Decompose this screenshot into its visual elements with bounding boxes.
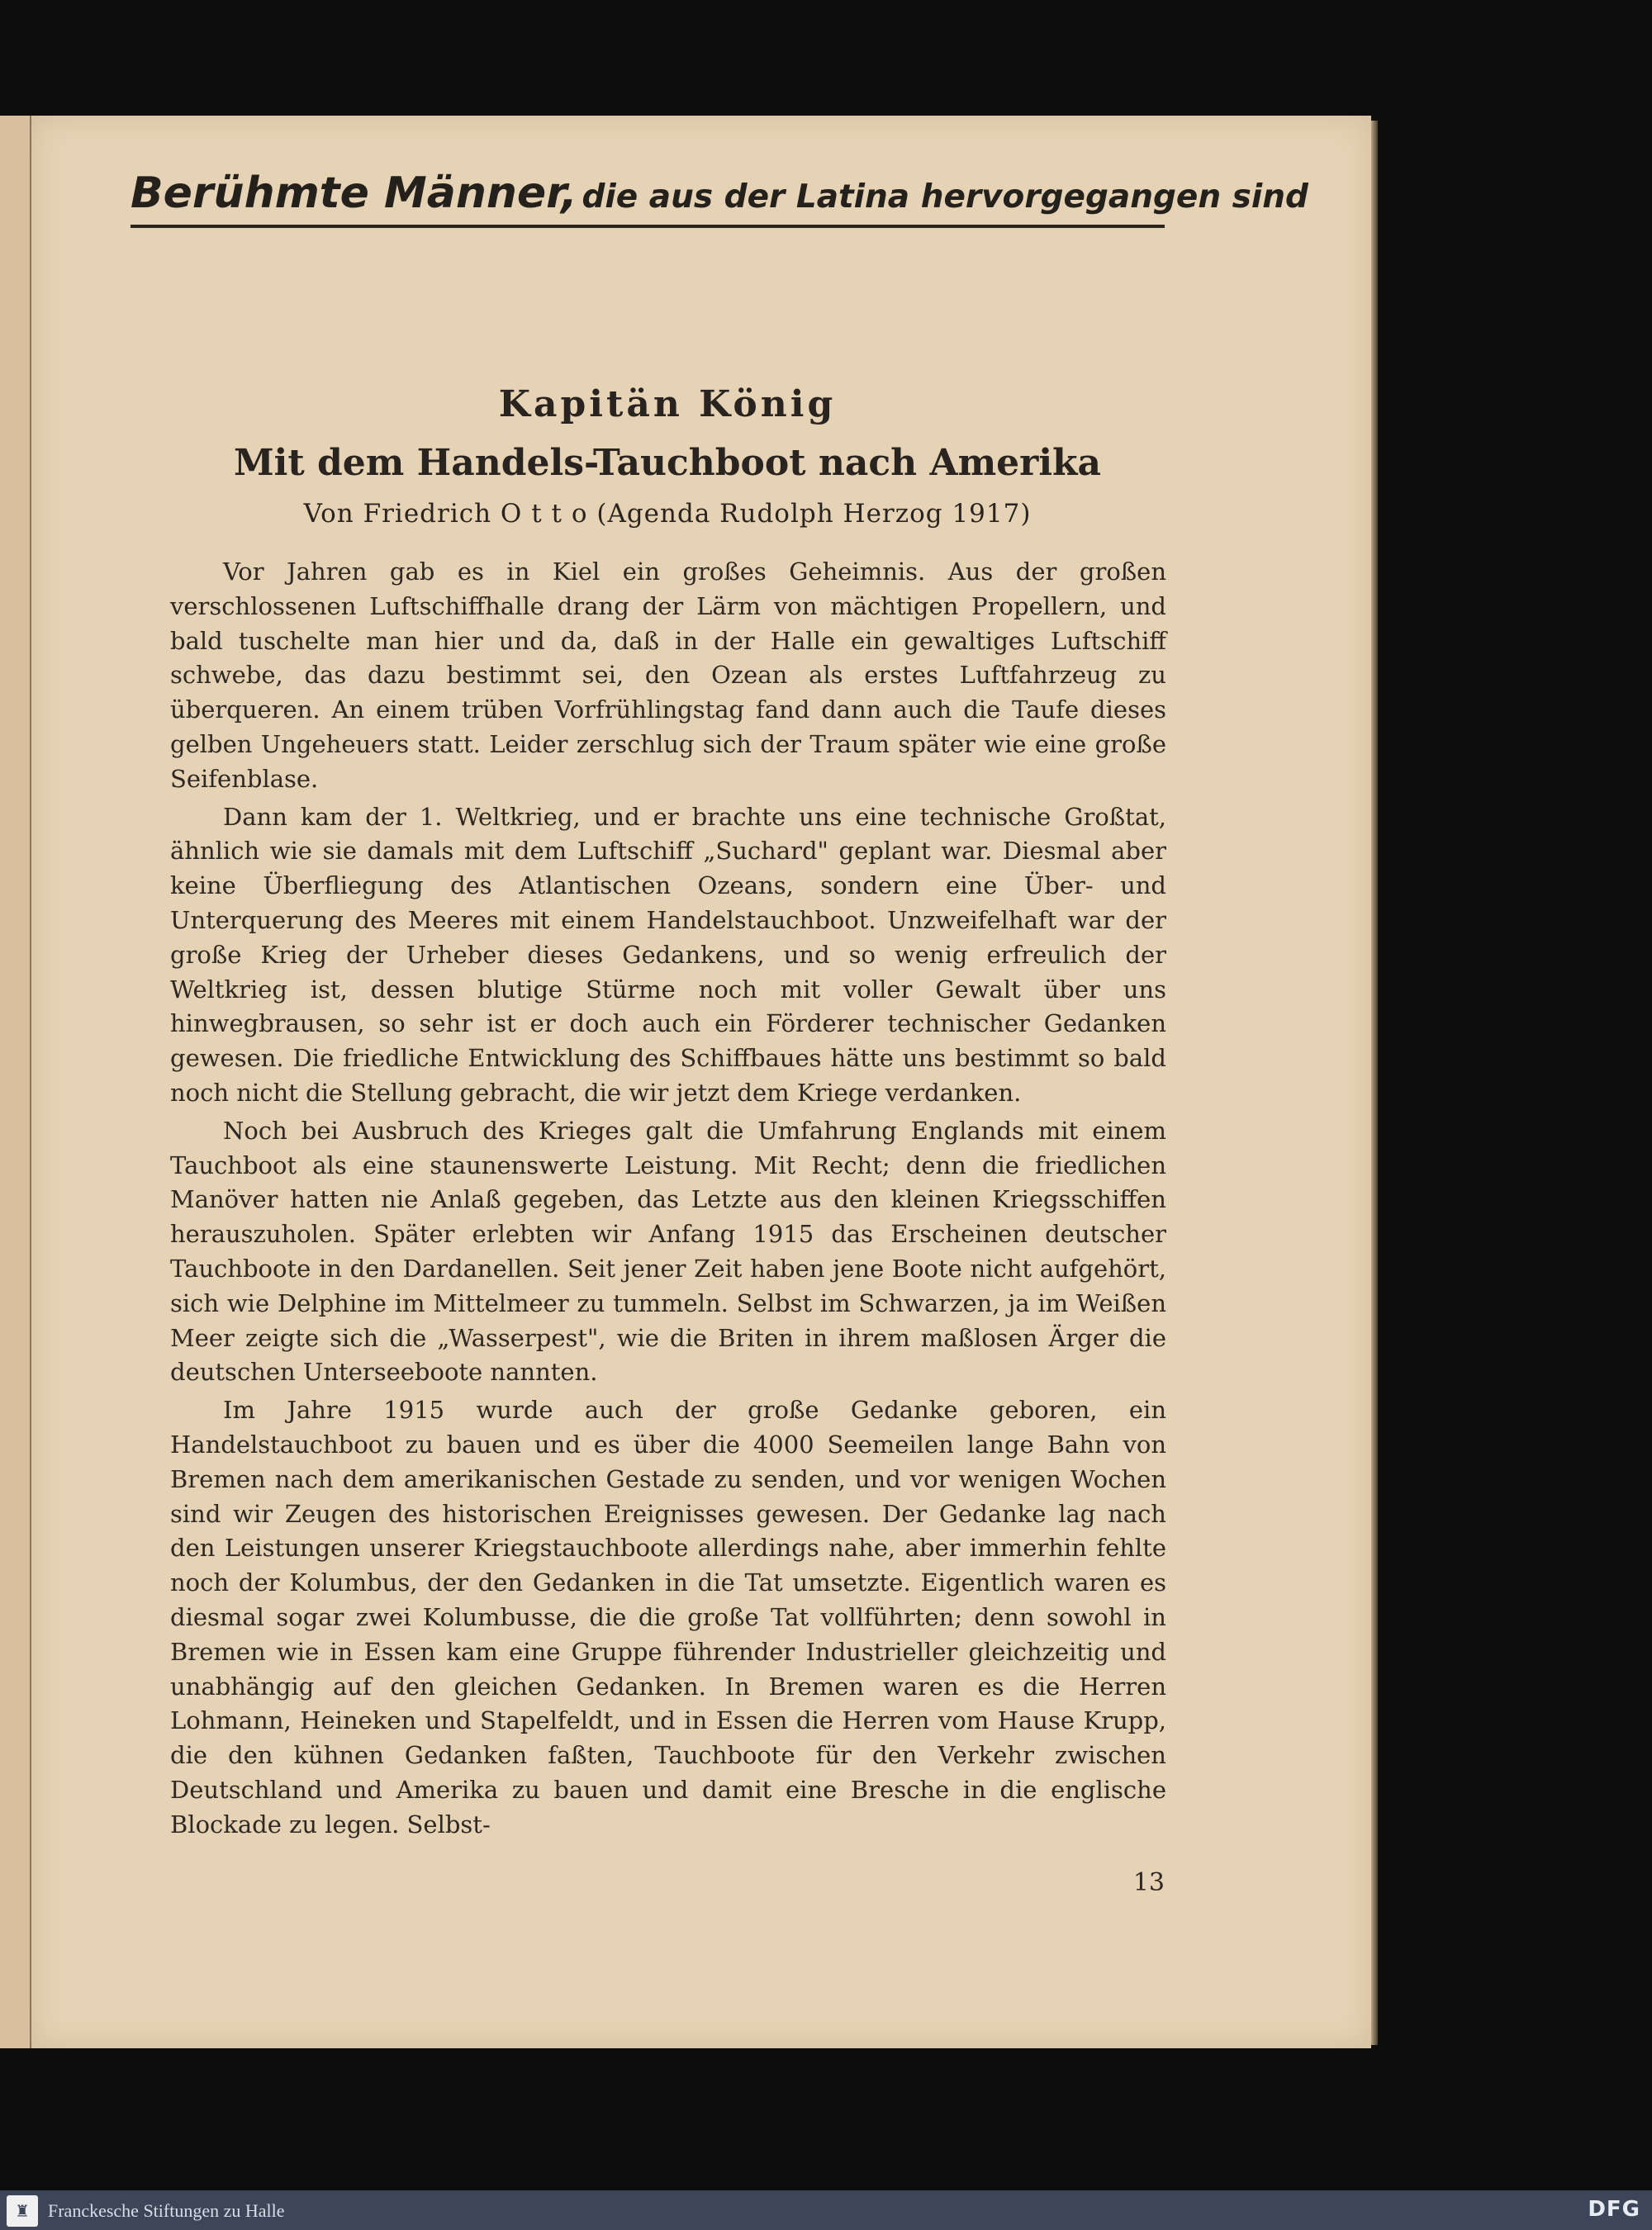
footer-institution-label[interactable]: Franckesche Stiftungen zu Halle [48,2200,285,2221]
paragraph: Noch bei Ausbruch des Krieges galt die Umfahrung Englands mit einem Tauchboot als eine staunenswerte Leistung. Mit Recht; denn die friedlichen Manöver hatten nie Anlaß gegeben, das Letzte aus den kleinen Kriegsschiffen herauszuholen. Später erlebten wir Anfang 1915 das Erscheinen deutscher Tauchboote in den Dardanellen. Seit jener Zeit haben jene Boote nicht aufgehört, sich wie Delphine im Mittelmeer zu tummeln. Selbst im Schwarzen, ja im Weißen Meer zeigte sich die „Wasserpest", wie die Briten in ihrem maßlosen Ärger die deutschen Unterseeboote nannten. [170,1116,1166,1387]
header-main: Berühmte Männer, [131,168,577,218]
article-subtitle: Mit dem Handels-Tauchboot nach Amerika [233,442,1102,484]
header-sub: die aus der Latina hervorgegangen sind [582,178,1308,216]
dfg-logo[interactable]: DFG [1588,2197,1640,2222]
series-header [131,159,1308,228]
left-page-edge [0,116,32,2048]
page-edge-shadow [1371,121,1378,2045]
page-number: 13 [1132,1868,1165,1897]
paragraph: Vor Jahren gab es in Kiel ein großes Geheimnis. Aus der großen verschlossenen Luftschiffhalle drang der Lärm von mächtigen Propellern, und bald tuschelte man hier und da, daß in der Halle ein gewaltiges Luftschiff schwebe, das dazu bestimmt sei, den Ozean als erstes Luftfahrzeug zu überqueren. An einem trüben Vorfrühlingstag fand dann auch die Taufe dieses gelben Ungeheuers statt. Leider zerschlug sich der Traum später wie eine große Seifenblase. [170,558,1166,793]
paragraph: Dann kam der 1. Weltkrieg, und er brachte uns eine technische Großtat, ähnlich wie sie damals mit dem Luftschiff „Suchard" geplant war. Diesmal aber keine Überfliegung des Atlantischen Ozeans, sondern eine Über- und Unterquerung des Meeres mit einem Handelstauchboot. Unzweifelhaft war der große Krieg der Urheber dieses Gedankens, und so wenig erfreulich der Weltkrieg ist, dessen blutige Stürme noch mit voller Gewalt über uns hinwegbrausen, so sehr ist er doch auch ein Förderer technischer Gedanken gewesen. Die friedliche Entwicklung des Schiffbaues hätte uns bestimmt so bald noch nicht die Stellung gebracht, die wir jetzt dem Kriege verdanken. [170,802,1166,1107]
article-title: Kapitän König [498,383,837,425]
viewer-footer [0,2190,1652,2230]
paragraph: Im Jahre 1915 wurde auch der große Gedanke geboren, ein Handelstauchboot zu bauen und es über die 4000 Seemeilen lange Bahn von Bremen nach dem amerikanischen Gestade zu senden, und vor wenigen Wochen sind wir Zeugen des historischen Ereignisses gewesen. Der Gedanke lag nach den Leistungen unserer Kriegstauchboote allerdings nahe, aber immerhin fehlte noch der Kolumbus, der den Gedanken in die Tat umsetzte. Eigentlich waren es diesmal sogar zwei Kolumbusse, die die große Tat vollführten; denn sowohl in Bremen wie in Essen kam eine Gruppe führender Industrieller gleichzeitig und unabhängig auf den gleichen Gedanken. In Bremen waren es die Herren Lohmann, Heineken und Stapelfeldt, und in Essen die Herren vom Hause Krupp, die den kühnen Gedanken faßten, Tauchboote für den Verkehr zwischen Deutschland und Amerika zu bauen und damit eine Bresche in die englische Blockade zu legen. Selbst- [170,1396,1166,1839]
franckesche-stiftungen-logo-icon[interactable]: ♜ [7,2195,38,2227]
article-body [170,555,1166,1845]
article-byline: Von Friedrich O t t o (Agenda Rudolph Herzog 1917) [303,499,1032,529]
